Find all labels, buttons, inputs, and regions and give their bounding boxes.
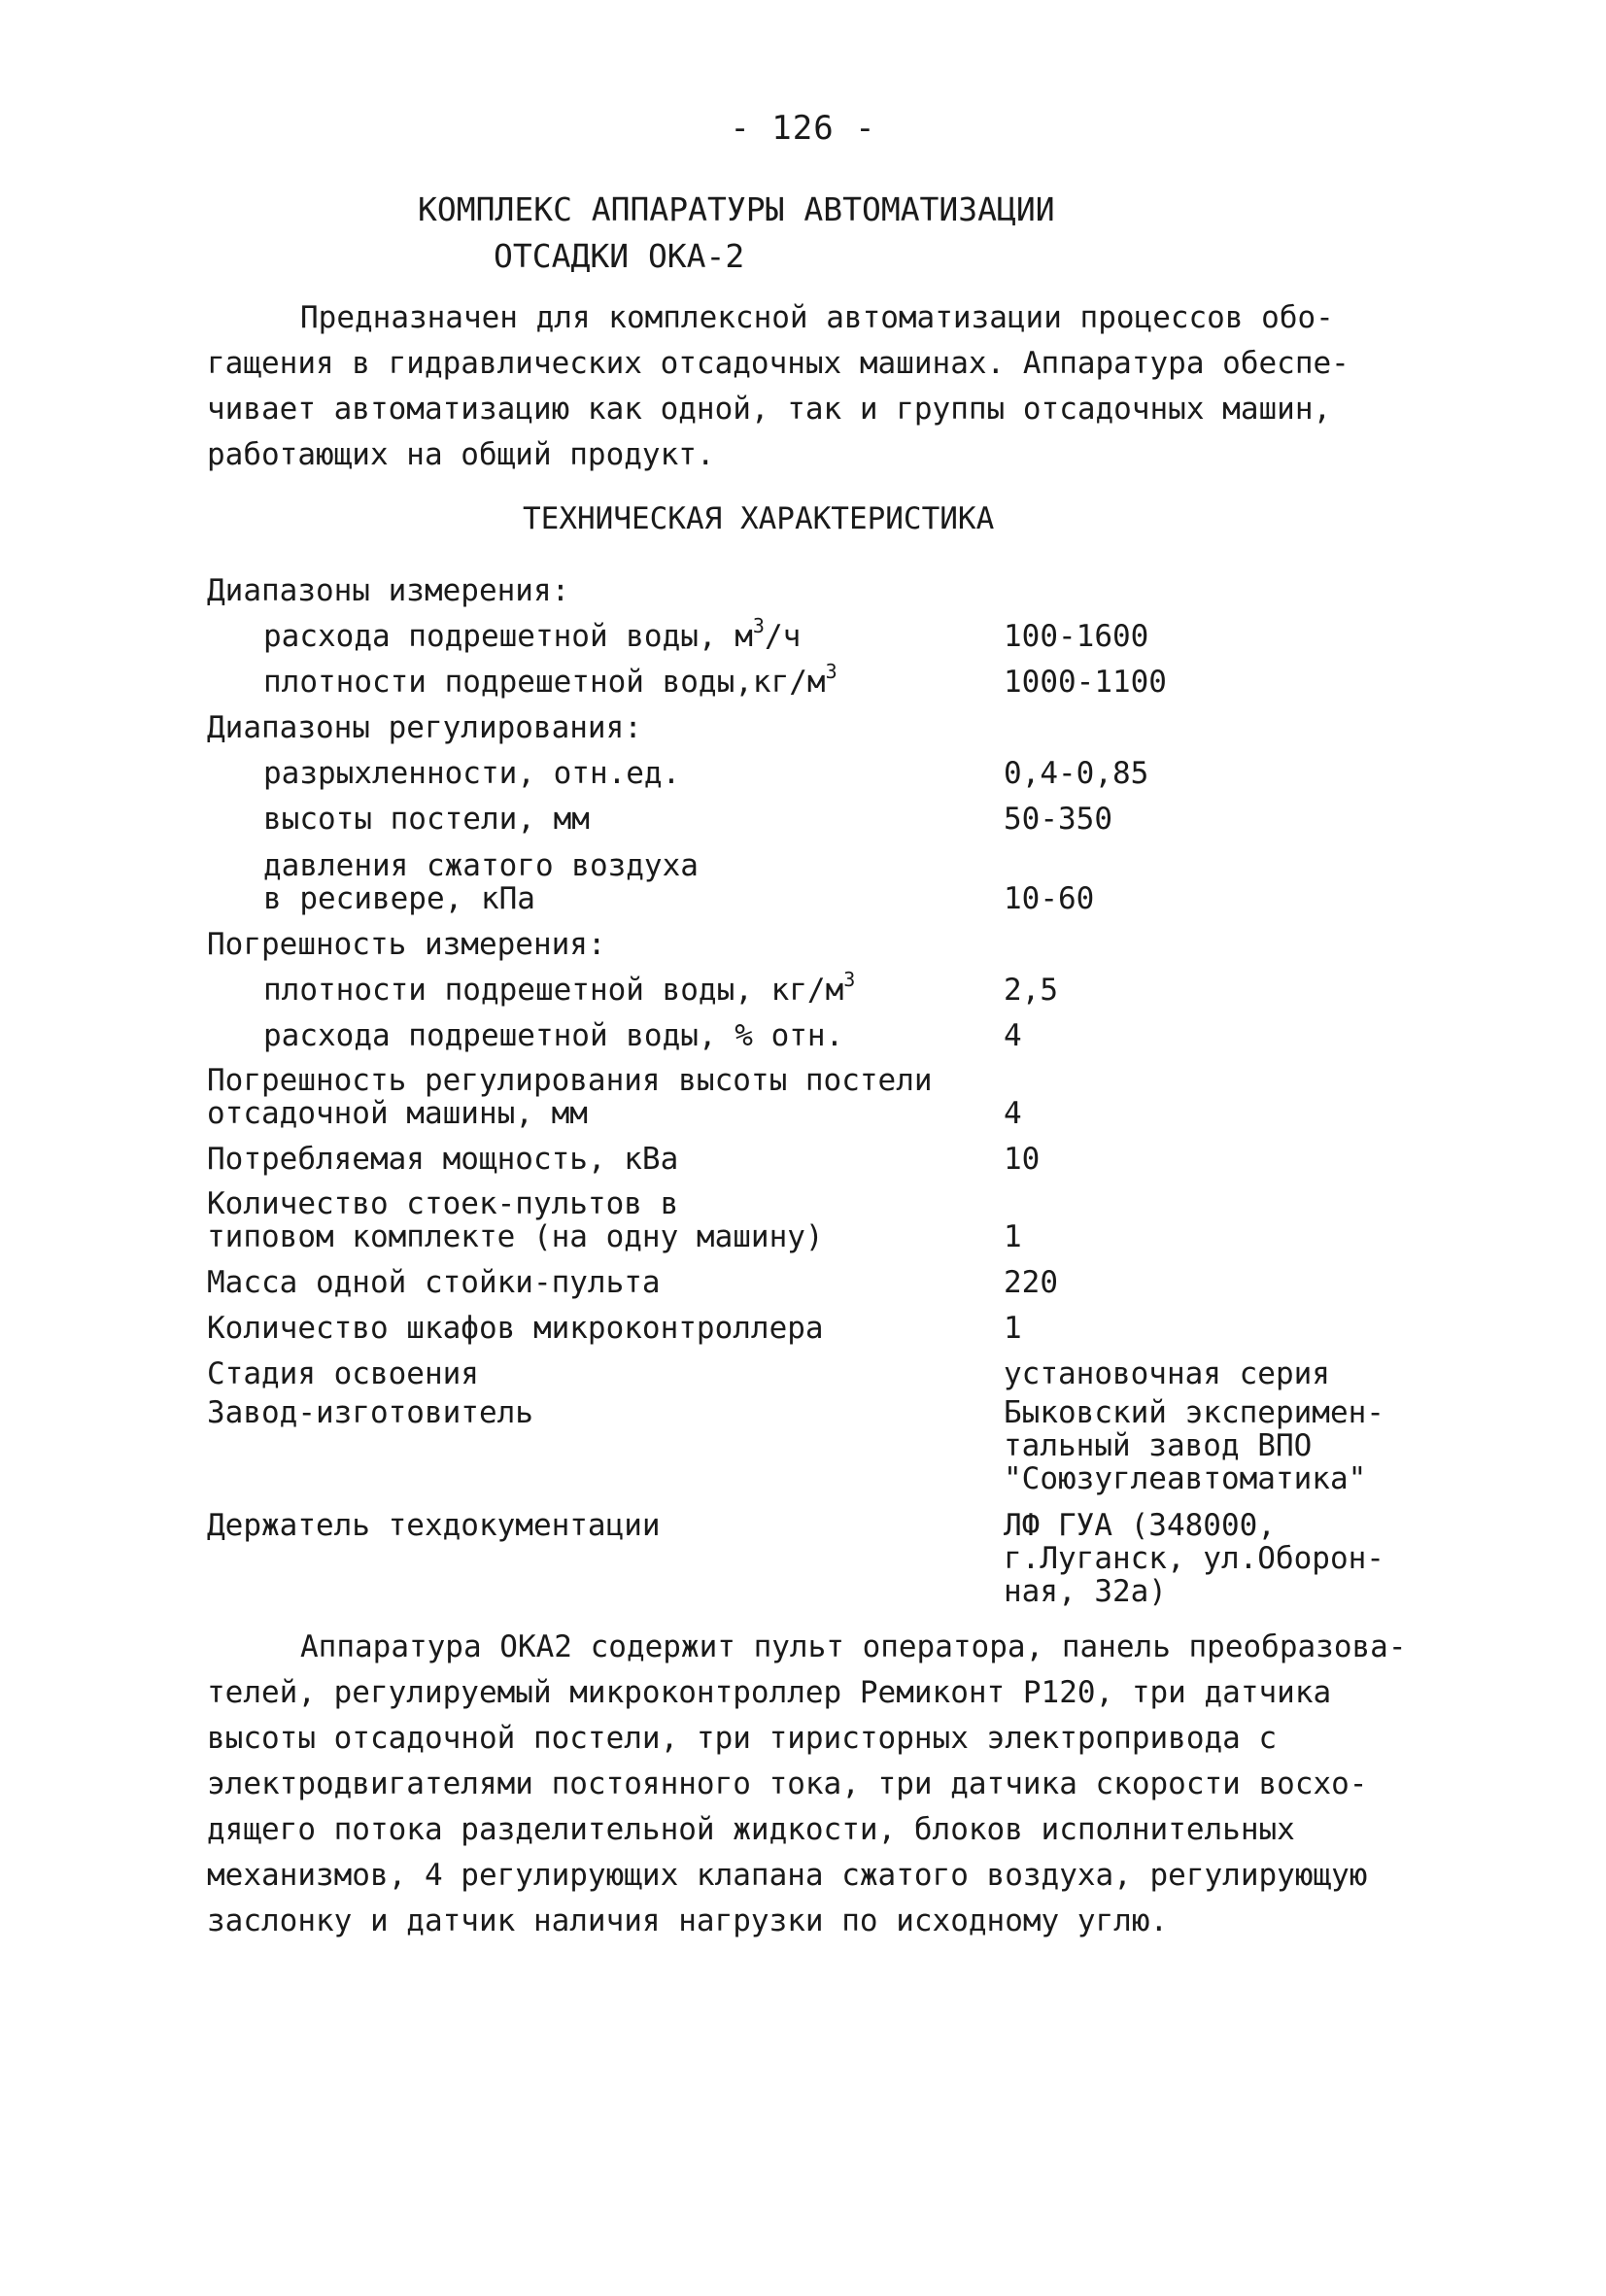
spec-value: 220 — [1004, 1265, 1058, 1300]
spec-label-line: давления сжатого воздуха — [263, 848, 699, 883]
spec-label — [207, 1187, 1004, 1253]
spec-label: расхода подрешетной воды, % отн. — [263, 1018, 844, 1053]
outro-line: дящего потока разделительной жидкости, блоков исполнительных — [207, 1812, 1295, 1847]
spec-value: 1 — [1004, 1311, 1022, 1346]
spec-row — [207, 790, 1460, 836]
spec-label: Потребляемая мощность, кВа — [207, 1142, 679, 1177]
spec-row — [207, 653, 1460, 699]
spec-value: 2,5 — [1004, 973, 1058, 1008]
spec-row — [207, 1007, 1460, 1052]
spec-value: 50-350 — [1004, 802, 1112, 837]
spec-value — [1004, 1396, 1384, 1495]
spec-row — [207, 836, 1460, 915]
spec-label: Масса одной стойки-пульта — [207, 1265, 661, 1300]
spec-value-line: ная, 32а) — [1004, 1574, 1167, 1609]
spec-value: 1000-1100 — [1004, 665, 1167, 700]
spec-label-line: отсадочной машины, мм — [207, 1096, 588, 1131]
spec-label: Стадия освоения — [207, 1356, 479, 1391]
spec-row — [207, 1253, 1460, 1299]
outro-line: заслонку и датчик наличия нагрузки по исходному углю. — [207, 1903, 1169, 1938]
spec-label — [207, 849, 1004, 915]
density-label-text: плотности подрешетной $воды,кг/м^3$ — [263, 660, 837, 700]
spec-value-line: г.Луганск, ул.Оборон- — [1004, 1541, 1384, 1576]
spec-value: 10-60 — [1004, 881, 1095, 916]
spec-row — [207, 1390, 1460, 1505]
spec-group-label: Погрешность измерения: — [207, 927, 606, 962]
intro-paragraph — [207, 295, 1460, 478]
spec-row — [207, 1052, 1460, 1130]
spec-table — [207, 562, 1460, 1618]
outro-line: телей, регулируемый микроконтроллер Ремиконт Р120, три датчика — [207, 1675, 1332, 1710]
spec-label: высоты постели, мм — [263, 802, 590, 837]
intro-line: работающих на общий продукт. — [207, 437, 715, 472]
spec-label: разрыхленности, отн.ед. — [263, 756, 681, 791]
spec-group-label: Диапазоны регулирования: — [207, 710, 642, 745]
spec-label-line: Количество стоек-пультов в — [207, 1186, 679, 1221]
spec-value-line: ЛФ ГУА (348000, — [1004, 1508, 1276, 1543]
spec-value-line: тальный завод ВПО — [1004, 1428, 1313, 1463]
intro-line: чивает автоматизацию как одной, так и группы отсадочных машин, — [207, 392, 1332, 427]
spec-row — [207, 1176, 1460, 1253]
spec-label-line: типовом комплекте (на одну машину) — [207, 1219, 824, 1254]
spec-label — [207, 968, 1004, 1008]
spec-row — [207, 744, 1460, 790]
tech-heading: ТЕХНИЧЕСКАЯ ХАРАКТЕРИСТИКА — [523, 501, 995, 536]
spec-group-row — [207, 915, 1460, 961]
outro-paragraph — [207, 1625, 1460, 1944]
intro-line: гащения в гидравлических отсадочных машинах. Аппаратура обеспе- — [207, 346, 1350, 381]
spec-group-row — [207, 699, 1460, 744]
flow-label-text: расхода подрешетной воды, $м^3/ч$ — [263, 614, 802, 654]
spec-group-label: Диапазоны измерения: — [207, 573, 570, 608]
spec-value-line: Быковский эксперимен- — [1004, 1395, 1384, 1430]
spec-row — [207, 607, 1460, 653]
spec-value: 1 — [1004, 1219, 1022, 1254]
spec-label — [207, 1064, 1004, 1130]
spec-value: установочная серия — [1004, 1356, 1330, 1391]
spec-label — [207, 660, 1004, 700]
outro-line: высоты отсадочной постели, три тиристорных электропривода с — [207, 1721, 1278, 1756]
spec-row — [207, 1299, 1460, 1345]
outro-line: механизмов, 4 регулирующих клапана сжатого воздуха, регулирующую — [207, 1858, 1368, 1893]
spec-row — [207, 1505, 1460, 1618]
spec-label-line: в ресивере, кПа — [263, 881, 535, 916]
spec-label: Завод-изготовитель — [207, 1395, 533, 1430]
spec-value: 0,4-0,85 — [1004, 756, 1149, 791]
spec-label — [207, 614, 1004, 654]
spec-row — [207, 1345, 1460, 1390]
spec-value: 4 — [1004, 1018, 1022, 1053]
page-number: - 126 - — [730, 109, 876, 148]
spec-group-row — [207, 562, 1460, 607]
density-err-label-text: плотности подрешетной воды, $кг/м^3$ — [263, 968, 856, 1008]
spec-label: Количество шкафов микроконтроллера — [207, 1311, 824, 1346]
intro-line: Предназначен для комплексной автоматизации процессов обо- — [300, 300, 1334, 335]
outro-line: электродвигателями постоянного тока, три датчика скорости восхо- — [207, 1766, 1368, 1801]
outro-line: Аппаратура ОКА2 содержит пульт оператора, панель преобразова- — [300, 1629, 1407, 1664]
spec-value: 10 — [1004, 1142, 1041, 1177]
spec-value — [1004, 1509, 1384, 1608]
spec-label: Держатель техдокументации — [207, 1508, 661, 1543]
spec-value: 4 — [1004, 1096, 1022, 1131]
spec-value-line: "Союзуглеавтоматика" — [1004, 1461, 1367, 1496]
spec-row — [207, 961, 1460, 1007]
spec-row — [207, 1130, 1460, 1176]
spec-value: 100-1600 — [1004, 619, 1149, 654]
title-line-2: ОТСАДКИ ОКА-2 — [494, 237, 745, 275]
title-line-1: КОМПЛЕКС АППАРАТУРЫ АВТОМАТИЗАЦИИ — [418, 190, 1055, 228]
spec-label-line: Погрешность регулирования высоты постели — [207, 1063, 933, 1098]
